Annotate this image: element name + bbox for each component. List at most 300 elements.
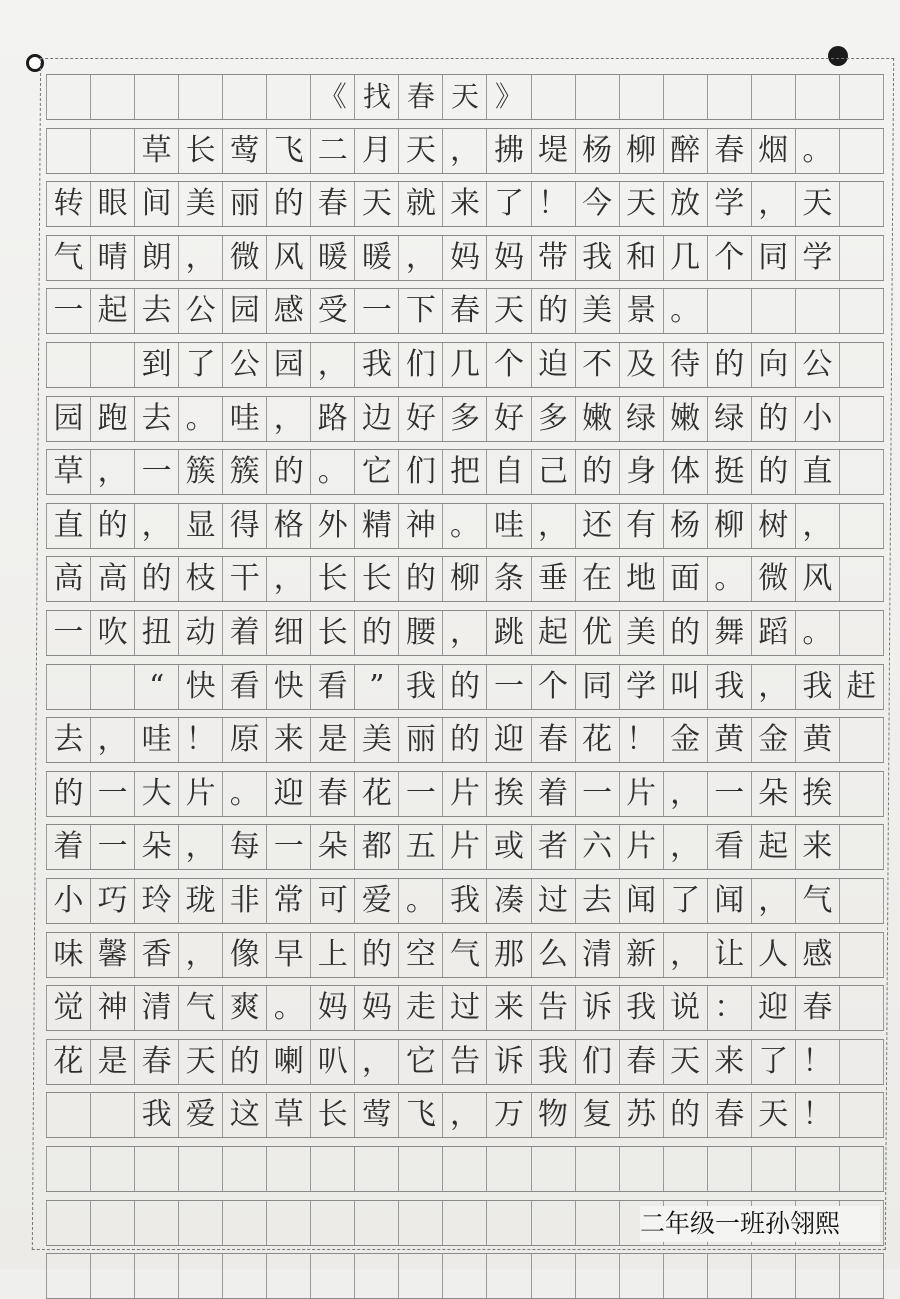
grid-cell: 气: [443, 933, 487, 977]
grid-cell: 味: [46, 933, 91, 977]
grid-cell: 小: [46, 879, 91, 923]
grid-cell: 。: [179, 397, 223, 441]
grid-cell: “: [135, 665, 179, 709]
grid-cell: 朵: [311, 825, 355, 869]
grid-cell: 的: [355, 611, 399, 655]
grid-cell: 就: [399, 182, 443, 226]
grid-cell: 在: [576, 557, 620, 601]
grid-cell: ，: [443, 1093, 487, 1137]
grid-cell: 气: [796, 879, 840, 923]
grid-cell: 公: [223, 343, 267, 387]
grid-cell: 草: [267, 1093, 311, 1137]
grid-cell: 。: [223, 772, 267, 816]
grid-cell: [664, 75, 708, 119]
text-row: [46, 449, 884, 495]
grid-cell: 看: [223, 665, 267, 709]
grid-cell: 着: [46, 825, 91, 869]
grid-cell: [752, 1254, 796, 1298]
grid-cell: 跑: [91, 397, 135, 441]
grid-cell: 我: [355, 343, 399, 387]
grid-cell: [311, 1201, 355, 1245]
grid-cell: 喇: [267, 1040, 311, 1084]
grid-cell: 去: [46, 718, 91, 762]
grid-cell: [443, 1254, 487, 1298]
grid-cell: 绿: [620, 397, 664, 441]
grid-cell: 苏: [620, 1093, 664, 1137]
text-row: [46, 1039, 884, 1085]
grid-cell: 学: [620, 665, 664, 709]
grid-cell: 的: [708, 343, 752, 387]
grid-cell: ，: [443, 611, 487, 655]
grid-cell: 天: [355, 182, 399, 226]
grid-cell: [443, 1147, 487, 1191]
grid-cell: 扭: [135, 611, 179, 655]
grid-cell: [487, 1254, 531, 1298]
grid-cell: 细: [267, 611, 311, 655]
grid-cell: 大: [135, 772, 179, 816]
grid-cell: ，: [91, 718, 135, 762]
grid-cell: [752, 75, 796, 119]
grid-cell: 常: [267, 879, 311, 923]
grid-cell: [620, 75, 664, 119]
grid-cell: 的: [355, 933, 399, 977]
grid-cell: ，: [179, 933, 223, 977]
grid-cell: [840, 772, 884, 816]
grid-cell: 爱: [179, 1093, 223, 1137]
grid-cell: 的: [91, 504, 135, 548]
grid-cell: 垂: [532, 557, 576, 601]
grid-cell: 去: [135, 397, 179, 441]
grid-cell: 一: [487, 665, 531, 709]
grid-cell: [840, 182, 884, 226]
grid-cell: 春: [708, 129, 752, 173]
text-row: [46, 181, 884, 227]
grid-cell: 春: [311, 772, 355, 816]
grid-cell: 个: [487, 343, 531, 387]
grid-cell: 我: [135, 1093, 179, 1137]
grid-cell: [487, 1201, 531, 1245]
grid-cell: 么: [532, 933, 576, 977]
grid-cell: 美: [576, 289, 620, 333]
grid-cell: 春: [399, 75, 443, 119]
grid-cell: [840, 1093, 884, 1137]
grid-cell: 赶: [840, 665, 884, 709]
grid-cell: ，: [91, 450, 135, 494]
grid-cell: 美: [179, 182, 223, 226]
grid-cell: [532, 75, 576, 119]
grid-cell: 叭: [311, 1040, 355, 1084]
grid-cell: 爱: [355, 879, 399, 923]
grid-cell: [179, 1254, 223, 1298]
grid-cell: [576, 75, 620, 119]
grid-cell: 长: [311, 1093, 355, 1137]
grid-cell: 。: [796, 129, 840, 173]
text-row: [46, 1253, 884, 1299]
grid-cell: 下: [399, 289, 443, 333]
grid-cell: 醉: [664, 129, 708, 173]
grid-cell: 个: [532, 665, 576, 709]
grid-cell: 簇: [223, 450, 267, 494]
grid-cell: 柳: [708, 504, 752, 548]
grid-cell: 上: [311, 933, 355, 977]
grid-cell: 外: [311, 504, 355, 548]
grid-cell: 路: [311, 397, 355, 441]
grid-cell: [796, 1147, 840, 1191]
grid-cell: 一: [708, 772, 752, 816]
grid-cell: 几: [443, 343, 487, 387]
grid-cell: 哇: [223, 397, 267, 441]
grid-cell: 我: [399, 665, 443, 709]
grid-cell: 挨: [796, 772, 840, 816]
grid-cell: 神: [399, 504, 443, 548]
grid-cell: 。: [708, 557, 752, 601]
grid-cell: 像: [223, 933, 267, 977]
grid-cell: 复: [576, 1093, 620, 1137]
grid-cell: [532, 1147, 576, 1191]
grid-cell: 及: [620, 343, 664, 387]
grid-cell: 的: [135, 557, 179, 601]
grid-cell: 长: [179, 129, 223, 173]
grid-cell: ，: [796, 504, 840, 548]
grid-cell: 的: [664, 611, 708, 655]
grid-cell: 来: [443, 182, 487, 226]
grid-cell: 的: [752, 397, 796, 441]
grid-cell: 公: [179, 289, 223, 333]
grid-cell: 感: [267, 289, 311, 333]
text-row: [46, 1092, 884, 1138]
grid-cell: [399, 1254, 443, 1298]
grid-cell: 柳: [443, 557, 487, 601]
grid-cell: 。: [267, 986, 311, 1030]
grid-cell: 春: [311, 182, 355, 226]
grid-cell: 春: [620, 1040, 664, 1084]
grid-cell: 去: [135, 289, 179, 333]
grid-cell: 精: [355, 504, 399, 548]
grid-cell: 妈: [443, 236, 487, 280]
grid-cell: [46, 1093, 91, 1137]
grid-cell: 黄: [708, 718, 752, 762]
grid-cell: 园: [46, 397, 91, 441]
grid-cell: 妈: [355, 986, 399, 1030]
grid-cell: ！: [796, 1040, 840, 1084]
grid-cell: 者: [532, 825, 576, 869]
grid-cell: 天: [796, 182, 840, 226]
grid-cell: [840, 825, 884, 869]
grid-cell: 有: [620, 504, 664, 548]
grid-cell: 清: [576, 933, 620, 977]
grid-cell: 气: [179, 986, 223, 1030]
grid-cell: 一: [355, 289, 399, 333]
grid-cell: 物: [532, 1093, 576, 1137]
grid-cell: 了: [752, 1040, 796, 1084]
grid-cell: 间: [135, 182, 179, 226]
grid-cell: 来: [796, 825, 840, 869]
grid-cell: 告: [532, 986, 576, 1030]
grid-cell: [46, 1201, 91, 1245]
grid-cell: 感: [796, 933, 840, 977]
grid-cell: [91, 75, 135, 119]
grid-cell: 快: [179, 665, 223, 709]
grid-cell: 还: [576, 504, 620, 548]
grid-cell: [355, 1147, 399, 1191]
grid-cell: 了: [487, 182, 531, 226]
grid-cell: 园: [223, 289, 267, 333]
grid-cell: 我: [796, 665, 840, 709]
grid-cell: 诉: [576, 986, 620, 1030]
grid-cell: 花: [576, 718, 620, 762]
grid-cell: [399, 1147, 443, 1191]
grid-cell: ”: [355, 665, 399, 709]
grid-cell: 小: [796, 397, 840, 441]
grid-cell: 微: [752, 557, 796, 601]
grid-cell: 迎: [487, 718, 531, 762]
grid-cell: [840, 611, 884, 655]
grid-cell: 堤: [532, 129, 576, 173]
grid-cell: ，: [135, 504, 179, 548]
grid-cell: 飞: [399, 1093, 443, 1137]
grid-cell: [532, 1254, 576, 1298]
grid-cell: [708, 1147, 752, 1191]
grid-cell: 挺: [708, 450, 752, 494]
grid-cell: 着: [532, 772, 576, 816]
grid-cell: [135, 75, 179, 119]
grid-cell: 玲: [135, 879, 179, 923]
grid-cell: 了: [179, 343, 223, 387]
grid-cell: 带: [532, 236, 576, 280]
grid-cell: 的: [46, 772, 91, 816]
grid-cell: 迫: [532, 343, 576, 387]
grid-cell: [840, 397, 884, 441]
grid-cell: [91, 1147, 135, 1191]
grid-cell: 拂: [487, 129, 531, 173]
grid-cell: [46, 75, 91, 119]
grid-cell: 条: [487, 557, 531, 601]
grid-cell: 嫩: [576, 397, 620, 441]
grid-cell: [532, 1201, 576, 1245]
grid-cell: 一: [399, 772, 443, 816]
grid-cell: ！: [532, 182, 576, 226]
grid-cell: 美: [620, 611, 664, 655]
grid-cell: [355, 1254, 399, 1298]
grid-cell: ！: [620, 718, 664, 762]
grid-cell: [311, 1254, 355, 1298]
grid-cell: 天: [487, 289, 531, 333]
grid-cell: 景: [620, 289, 664, 333]
grid-cell: 的: [223, 1040, 267, 1084]
grid-cell: 们: [399, 343, 443, 387]
grid-cell: 妈: [311, 986, 355, 1030]
grid-cell: 片: [443, 772, 487, 816]
grid-cell: 起: [91, 289, 135, 333]
grid-cell: [752, 1147, 796, 1191]
grid-cell: [91, 129, 135, 173]
grid-cell: 它: [399, 1040, 443, 1084]
grid-cell: 。: [796, 611, 840, 655]
grid-cell: 我: [443, 879, 487, 923]
grid-cell: 学: [796, 236, 840, 280]
grid-cell: 凑: [487, 879, 531, 923]
grid-cell: [223, 1254, 267, 1298]
grid-cell: 去: [576, 879, 620, 923]
grid-cell: 爽: [223, 986, 267, 1030]
grid-cell: 的: [443, 665, 487, 709]
grid-cell: ，: [267, 397, 311, 441]
grid-cell: [135, 1147, 179, 1191]
grid-cell: 五: [399, 825, 443, 869]
grid-cell: 黄: [796, 718, 840, 762]
text-row: [46, 503, 884, 549]
grid-cell: 》: [487, 75, 531, 119]
grid-cell: 金: [752, 718, 796, 762]
grid-cell: 六: [576, 825, 620, 869]
grid-cell: [620, 1147, 664, 1191]
grid-cell: [840, 236, 884, 280]
grid-cell: 让: [708, 933, 752, 977]
grid-cell: ，: [179, 236, 223, 280]
grid-cell: 片: [179, 772, 223, 816]
grid-cell: 气: [46, 236, 91, 280]
grid-cell: 的: [267, 450, 311, 494]
grid-cell: 诉: [487, 1040, 531, 1084]
grid-cell: ，: [664, 933, 708, 977]
grid-cell: 多: [443, 397, 487, 441]
grid-cell: 它: [355, 450, 399, 494]
grid-cell: 和: [620, 236, 664, 280]
grid-cell: [91, 1201, 135, 1245]
grid-cell: 看: [708, 825, 752, 869]
grid-cell: 过: [532, 879, 576, 923]
grid-cell: 人: [752, 933, 796, 977]
grid-cell: 干: [223, 557, 267, 601]
grid-cell: 馨: [91, 933, 135, 977]
grid-cell: 暖: [355, 236, 399, 280]
text-row: [46, 396, 884, 442]
grid-cell: 着: [223, 611, 267, 655]
grid-cell: [443, 1201, 487, 1245]
grid-cell: ，: [355, 1040, 399, 1084]
grid-cell: [135, 1254, 179, 1298]
grid-cell: 迎: [752, 986, 796, 1030]
grid-cell: [46, 665, 91, 709]
text-row: [46, 128, 884, 174]
grid-cell: [796, 1254, 840, 1298]
grid-cell: [708, 75, 752, 119]
grid-cell: ！: [796, 1093, 840, 1137]
grid-cell: [267, 1254, 311, 1298]
grid-cell: 枝: [179, 557, 223, 601]
grid-cell: 看: [311, 665, 355, 709]
grid-cell: 来: [708, 1040, 752, 1084]
text-row: [46, 610, 884, 656]
text-row: [46, 824, 884, 870]
grid-cell: 自: [487, 450, 531, 494]
grid-cell: 朵: [752, 772, 796, 816]
grid-cell: 天: [399, 129, 443, 173]
grid-cell: [267, 1147, 311, 1191]
grid-cell: 。: [399, 879, 443, 923]
grid-cell: 蹈: [752, 611, 796, 655]
grid-cell: 春: [443, 289, 487, 333]
grid-cell: ：: [708, 986, 752, 1030]
grid-cell: 春: [135, 1040, 179, 1084]
grid-cell: 风: [267, 236, 311, 280]
grid-cell: 长: [311, 557, 355, 601]
grid-cell: [664, 1254, 708, 1298]
grid-cell: 眼: [91, 182, 135, 226]
grid-cell: 早: [267, 933, 311, 977]
grid-cell: 的: [576, 450, 620, 494]
grid-cell: 了: [664, 879, 708, 923]
grid-cell: [267, 75, 311, 119]
grid-cell: 都: [355, 825, 399, 869]
grid-cell: [752, 289, 796, 333]
text-row: [46, 235, 884, 281]
grid-cell: ，: [752, 182, 796, 226]
grid-cell: [840, 75, 884, 119]
grid-cell: 妈: [487, 236, 531, 280]
grid-cell: 个: [708, 236, 752, 280]
grid-cell: 烟: [752, 129, 796, 173]
grid-cell: [46, 1254, 91, 1298]
grid-cell: 跳: [487, 611, 531, 655]
grid-cell: [267, 1201, 311, 1245]
grid-cell: 清: [135, 986, 179, 1030]
grid-cell: 叫: [664, 665, 708, 709]
grid-cell: 春: [532, 718, 576, 762]
grid-cell: [91, 1093, 135, 1137]
grid-cell: [311, 1147, 355, 1191]
grid-cell: 学: [708, 182, 752, 226]
text-row: [46, 878, 884, 924]
grid-cell: 觉: [46, 986, 91, 1030]
grid-cell: 舞: [708, 611, 752, 655]
grid-cell: 一: [46, 289, 91, 333]
grid-cell: [708, 289, 752, 333]
grid-cell: ，: [664, 772, 708, 816]
grid-cell: 多: [532, 397, 576, 441]
grid-cell: ！: [179, 718, 223, 762]
grid-cell: 非: [223, 879, 267, 923]
grid-cell: [840, 718, 884, 762]
grid-cell: ，: [752, 665, 796, 709]
grid-cell: 每: [223, 825, 267, 869]
grid-cell: [840, 986, 884, 1030]
grid-cell: 二: [311, 129, 355, 173]
grid-cell: [840, 933, 884, 977]
grid-cell: [840, 504, 884, 548]
grid-cell: 高: [46, 557, 91, 601]
grid-cell: 迎: [267, 772, 311, 816]
text-row: [46, 771, 884, 817]
grid-cell: 转: [46, 182, 91, 226]
grid-cell: 。: [311, 450, 355, 494]
grid-cell: 起: [752, 825, 796, 869]
grid-cell: 显: [179, 504, 223, 548]
grid-cell: 杨: [664, 504, 708, 548]
grid-cell: 哇: [135, 718, 179, 762]
grid-cell: 春: [796, 986, 840, 1030]
grid-cell: 莺: [355, 1093, 399, 1137]
grid-cell: 柳: [620, 129, 664, 173]
title-row: [46, 74, 884, 120]
grid-cell: 花: [46, 1040, 91, 1084]
grid-cell: [840, 129, 884, 173]
grid-cell: 暖: [311, 236, 355, 280]
grid-cell: 我: [576, 236, 620, 280]
grid-cell: 丽: [223, 182, 267, 226]
grid-cell: 是: [91, 1040, 135, 1084]
grid-cell: 那: [487, 933, 531, 977]
